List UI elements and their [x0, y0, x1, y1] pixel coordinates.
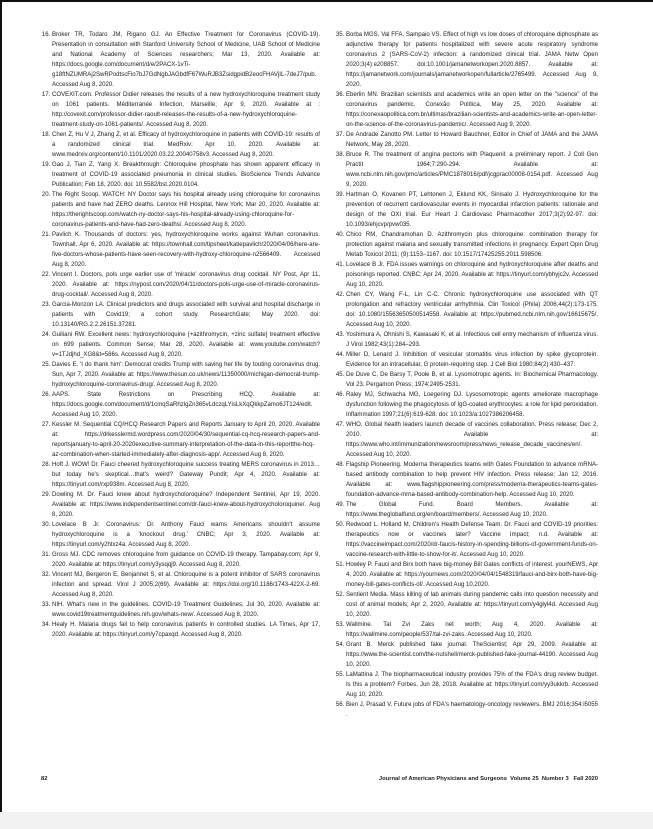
reference-text: NIH. What's new in the guidelines. COVID-19 Treatment Guidelines; Jul 30, 2020. Available at: www.covid19treatmentguidelines.nih.gov/whats-new/. Accessed Aug 8, 2020.: [52, 602, 320, 618]
reference-text: Hartman O, Kovanen PT, Lehtonen J, Eklund KK, Sinisalo J. Hydroxychloroquine for the prevention of recurrent cardiovascular events in myocardial infarction patients: rationale and design of the OXI trial. Eur Heart J Cardiovasc Pharmacother 2017;3(2):92-97. doi: 10.1093/ehjcvp/pvw035.: [346, 192, 598, 228]
reference-item: [346, 460, 598, 500]
reference-text: Miller D, Lenard J. Inhibition of vesicular stomatitis virus infection by spike glycoprotein. Evidence for an intracellular, G protein-requiring step. J Cell Biol 1980;84(2):430–437.: [346, 352, 598, 368]
reference-text: De Andrade Zanotto PM. Letter to Howard Bauchner, Editor in Chief of JAMA and the JAMA Network, May 28, 2020.: [346, 132, 598, 148]
reference-text: Flagship Pioneering. Moderna therapeutics teams with Gates Foundation to advance mRNA-based antibody combination to help prevent HIV infection. Press release; Jan 12, 2016. Available at: www.flagshippioneering.com/press/moderna-therapeutics-teams-gates-foundation-advance-mrna-based-antibody-combination-help. Accessed Aug 10, 2020.: [346, 462, 598, 498]
reference-item: [52, 90, 320, 130]
reference-item: [346, 350, 598, 370]
reference-item: [346, 590, 598, 620]
reference-item: [52, 360, 320, 390]
reference-text: Eberlin MN. Brazilian scientists and academics write an open letter on the "science" of the coronavirus pandemic. Conexão Política, May 25, 2020. Available at: https://conexaopolitica.com.br/ultimas/brazilian-scientists-and-academics-write-an-open-letter-on-the-science-of-the-coronavirus-pandemic/. Accessed Aug 9, 2020.: [346, 92, 598, 128]
reference-text: Kessler M. Sequential CQ/HCQ Research Papers and Reports January to April 20, 2020. Available at: https://drkesslermd.wordpress.com/2020/04/30/sequential-cq-hcq-research-papers-and-reportsjanuary-to-april-20-2020executive-summary-interpretation-of-the-data-in-this-reportthe-hcq-az-combination-when-started-immediately-after-diagnosis-app/. Accessed Aug 8, 2020.: [52, 422, 320, 458]
reference-text: Borba MGS, Val FFA, Sampaio VS. Effect of high vs low doses of chloroquine diphosphate as adjunctive therapy for patients hospitalized with severe acute respiratory syndrome coronavirus 2 (SARS-CoV-2) infection: a randomized clinical trial. JAMA Netw Open 2020;3(4):e208857. doi:10.1001/jamanetworkopen.2020.8857. Available at: https://jamanetwork.com/journals/jamanetworkopen/fullarticle/2765499. Accessed Aug 9, 2020.: [346, 32, 598, 88]
reference-text: COVEXIT.com. Professor Didier releases the results of a new hydroxychloroquine treatment study on 1061 patients. Méditerranée Infection, Marseille; Apr 9, 2020. Available at : http://covexit.com/professor-didier-raoult-releases-the-results-of-a-new-hydroxychloroquine-treatment-study-on-1061-patients/. Accessed Aug 8, 2020.: [52, 92, 320, 128]
reference-item: [52, 520, 320, 550]
reference-item: [346, 260, 598, 290]
reference-item: [346, 670, 598, 700]
reference-item: [52, 550, 320, 570]
reference-item: [52, 230, 320, 270]
reference-list-left: [41, 30, 320, 640]
reference-text: Lovelace B Jr. FDA issues warnings on chloroquine and hydroxychloroquine after deaths and poisonings reported. CNBC; Apr 24, 2020. Available at: https://tinyurl.com/ybhyjc2v. Accessed Aug 10, 2020.: [346, 262, 598, 288]
reference-item: [346, 420, 598, 460]
reference-item: [346, 620, 598, 640]
reference-text: Howley P. Fauci and Birx both have big-money Bill Gates conflicts of interest. yourNEWS, Apr 4, 2020. Available at: https://yournews.com/2020/04/04/1548319/fauci-and-birx-both-have-big-money-bill-gates-conflicts-of/. Accessed Aug 10,2020.: [346, 562, 598, 588]
page-number: 82: [41, 776, 48, 782]
reference-text: Davies E. 'I do thank him': Democrat credits Trump with saving her life by touting coronavirus drug. Sun, Apr 7, 2020. Available at: https://www.thesun.co.uk/news/11350000/michigan-democrat-trump-hydroxychloroquine-coronavirus-drug/. Accessed Aug 8, 2020.: [52, 362, 320, 388]
reference-item: [346, 290, 598, 330]
reference-item: [52, 190, 320, 230]
reference-text: Hoft J. WOW! Dr. Fauci cheered hydroxychloroquine success treating MERS coronavirus in 2013…but today he's skeptical…that's weird? Gateway Pundit; Apr 4, 2020. Available at: https://tinyurl.com/rxp938m. Accessed Aug 8, 2020.: [52, 462, 320, 488]
reference-item: [346, 230, 598, 260]
reference-text: Bien J, Prasad V. Future jobs of FDA's haematology-oncology reviewers. BMJ 2016;354:i5055 .: [346, 702, 598, 718]
reference-text: Grant B. Merck published fake journal. TheScientist; Apr 29, 2009. Available at: https://www.the-scientist.com/the-nutshell/merck-published-fake-journal-44190. Accessed Aug 10, 2020.: [346, 642, 598, 668]
reference-item: [52, 490, 320, 520]
reference-item: [346, 500, 598, 520]
reference-item: [346, 560, 598, 590]
reference-item: [52, 130, 320, 160]
reference-text: WHO. Global health leaders launch decade of vaccines collaboration. Press release; Dec 2, 2010. Available at: https://www.who.int/immunization/newsroom/press/news_release_decade_vaccines/en/. Accessed Aug 10, 2020.: [346, 422, 598, 458]
reference-text: LaMattina J. The biopharmaceutical industry provides 75% of the FDA's drug review budget. Is this a problem? Forbes, Jun 28, 2018. Available at: https://tinyurl.com/yy3ukkrb. Accessed Aug 10, 2020.: [346, 672, 598, 698]
reference-item: [346, 330, 598, 350]
reference-item: [346, 370, 598, 390]
reference-item: [346, 130, 598, 150]
reference-text: Gao J, Tian Z, Yang X. Breakthrough: Chloroquine phosphate has shown apparent efficacy in treatment of COVID-19 associated pneumonia in clinical studies. BioScience Trends Advance Publication; Feb 18, 2020. doi: 10.5582/bst.2020.0104.: [52, 162, 320, 188]
reference-text: Yoshimura A, Ohnishi S, Kawasaki K, et al. Infectious cell entry mechanism of influenza virus. J Virol 1982;43(1):284–293.: [346, 332, 598, 348]
reference-text: Lovelace B Jr. Coronavirus: Dr. Anthony Fauci warns Americans shouldn't assume hydroxychloroquine is a 'knockout drug.' CNBC; Apr 3, 2020. Available at: https://tinyurl.com/y2htxz4a. Accessed Aug 8, 2020.: [52, 522, 320, 548]
reference-text: The Right Scoop. WATCH: NY Doctor says his hospital already using chloroquine for coronavirus patients and have had ZERO deaths. Lennox Hill Hospital, New York; Mar 20, 2020. Available at: https://therightscoop.com/watch-ny-doctor-says-his-hospital-already-using-chloroquine-for-coronavirus-patients-and-have-had-zero-deaths/. Accessed Aug 8, 2020.: [52, 192, 320, 228]
reference-item: [346, 640, 598, 670]
references-column-right: [335, 30, 598, 720]
reference-item: [346, 90, 598, 130]
reference-text: Bruce R. The treatment of angina pectoris with Plaquenil: a preliminary report. J Coll Gen Practit 1964;7:290-294. Available at: www.ncbi.nlm.nih.gov/pmc/articles/PMC1878016/pdf/jcgprac00008-0154.pdf. Accessed Aug 9, 2020.: [346, 152, 598, 188]
reference-item: [52, 330, 320, 360]
reference-text: Wallmine. Tal Zvi Zaks net worth; Aug 4, 2020. Available at: https://wallmine.com/people/537/tal-zvi-zaks. Accessed Aug 10, 2020.: [346, 622, 598, 638]
reference-text: Garcia-Monzon LA. Clinical predictors and drugs associated with survival and hospital discharge in patients with Covid19; a cohort study. ResearchGate; May 2020. doi: 10.13140/RG.2.2.26151.37281.: [52, 302, 320, 328]
reference-text: Dowling M. Dr. Fauci knew about hydroxycholoroquine? Independent Sentinel, Apr 19, 2020. Available at: https://www.independentsentinel.com/dr-fauci-knew-about-hydroxycholoroquine/. Aug 8, 2020.: [52, 492, 320, 518]
reference-item: [52, 620, 320, 640]
reference-item: [52, 390, 320, 420]
reference-text: Redwood L. Holland M, Children's Health Defense Team. Dr. Fauci and COVID-19 priorities: therapeutics now or vaccines later? Vaccine Impact; n.d. Available at: https://vaccineimpact.com/2020/dr-faucis-history-in-spending-billions-of-government-funds-on-vaccine-research-with-little-to-show-for-it/. Accessed Aug 10, 2020.: [346, 522, 598, 558]
reference-item: [346, 520, 598, 560]
reference-item: [52, 270, 320, 300]
reference-item: [346, 700, 598, 720]
reference-item: [52, 600, 320, 620]
reference-text: Chen CY, Wang F-L, Lin C-C. Chronic hydroxychloroquine use associated with QT prolongation and refractory ventricular arrhythmia. Clin Toxicol (Phila) 2006;44(2):173-175. doi: 10.1080/15563650500514558. Available at: https://pubmed.ncbi.nlm.nih.gov/16615675/. Accessed Aug 10, 2020.: [346, 292, 598, 328]
reference-item: [52, 570, 320, 600]
reference-item: [52, 420, 320, 460]
reference-item: [346, 150, 598, 190]
reference-item: [52, 160, 320, 190]
reference-text: AAPS. State Restrictions on Prescribing HCQ. Available at: https://docs.google.com/document/d/1cmqSaRhzlgZn365vLdczqLYisLkXqQkkpZamo6JT124/edit. Accessed Aug 10, 2020.: [52, 392, 320, 418]
reference-text: Raley MJ, Schwacha MG, Loegering DJ. Lysosomotropic agents ameliorate macrophage dysfunction following the phagocytosis of IgG-coated erythrocytes: a role for lipid peroxidation. Inflammation 1997;21(6):619-628. doi: 10.1023/a:1027386206458.: [346, 392, 598, 418]
reference-text: Broker TR, Todaro JM, Rigano GJ. An Effective Treatment for Coronavirus (COVID-19). Presentation in consultation with Stanford University School of Medicine, UAB School of Medicine and National Academy of Sciences researchers; Mar 13, 2020. Available at: https://docs.google.com/document/d/e/2PACX-1vTi-g18ftNZUMRAj2SwRPodtscFio7bJ7GdNgbJAGbdfF67WuRJB3ZsidgpidB2eocFHAVjIL-7deJ7/pub. Accessed Aug 8, 2020.: [52, 32, 320, 88]
reference-text: The Global Fund. Board Members. Available at: https://www.theglobalfund.org/en/board/members/. Accessed Aug 10, 2020.: [346, 502, 598, 518]
reference-text: Chico RM, Chandramohan D. Azithromycin plus chloroquine: combination therapy for protection against malaria and sexually transmitted infections in pregnancy. Expert Opin Drug Metab Toxicol 2011; (9):1153–1167. doi: 10.1517/17425255.2011.598506.: [346, 232, 598, 258]
references-column-left: [41, 30, 320, 640]
reference-text: De Duve C, De Barsy T, Poole B, et al. Lysomotropic agents. In: Biochemical Pharmacology. Vol 23. Pergamon Press; 1974:2495-2531.: [346, 372, 598, 388]
reference-text: Gross MJ. CDC removes chloroquine from guidance on COVID-19 therapy. Tampabay.com; Apr 9, 2020. Available at: https://tinyurl.com/y3ysqqj9. Accessed Aug 8, 2020.: [52, 552, 320, 568]
reference-item: [346, 390, 598, 420]
reference-text: Vincent I. Doctors, pols urge earlier use of 'miracle' coronavirus drug cocktail. NY Post, Apr 11, 2020. Available at: https://nypost.com/2020/04/11/doctors-pols-urge-use-of-miracle-coronavirus-drug-cocktail/. Accessed Aug 8, 2020.: [52, 272, 320, 298]
reference-item: [52, 300, 320, 330]
reference-item: [346, 190, 598, 230]
reference-text: Guiliani RW. Excellent news: hydroxychloroquine [+azithromycin, +zinc sulfate] treatment effective on 699 patients. Common Sense; Mar 28, 2020. Available at: www.youtube.com/watch?v=1TJdjhd_XG8&t=586s. Accessed Aug 8, 2020.: [52, 332, 320, 358]
reference-item: [52, 30, 320, 90]
journal-info: Journal of American Physicians and Surgeons Volume 25 Number 3 Fall 2020: [378, 776, 598, 782]
reference-item: [346, 30, 598, 90]
reference-text: Vincent MJ, Bergeron E, Benjannet S, et al. Chloroquine is a potent inhibitor of SARS coronavirus infection and spread. Virol J 2005;2(69). Available at: https://doi.org/10.1186/1743-422X-2-69. Accessed Aug 8, 2020.: [52, 572, 320, 598]
reference-text: Healy H. Malaria drugs fail to help coronavirus patients in controlled studies. LA Times, Apr 17, 2020. Available at: https://tinyurl.com/y7cpaxqd. Accessed Aug 8, 2020.: [52, 622, 320, 638]
reference-item: [52, 460, 320, 490]
reference-text: Pavlich K. Thousands of doctors: yes, hydroxychloroquine works against Wuhan coronavirus. Townhall, Apr 6, 2020. Available at: https://townhall.com/tipsheet/katiepavlich/2020/04/06/here-are-five-doctors-whose-patients-have-seen-recovery-with-hydroxy-chloroquine-n2566409. Accessed Aug 8, 2020.: [52, 232, 320, 268]
reference-text: Chen Z, Hu V J, Zhang Z, et al. Efficacy of hydroxychloroquine in patients with COVID-19: results of a randomized clinical trial. MedRxiv; Apr 10, 2020. Available at: www.medrxiv.org/content/10.1101/2020.03.22.20040758v3. Accessed Aug 8, 2020.: [52, 132, 320, 158]
reference-text: Sentient Media. Mass killing of lab animals during pandemic calls into question necessity and cost of animal models; Apr 2, 2020. Available at: https://tinyurl.com/y4glyl4d. Accessed Aug 10, 2020.: [346, 592, 598, 618]
reference-list-right: [335, 30, 598, 720]
